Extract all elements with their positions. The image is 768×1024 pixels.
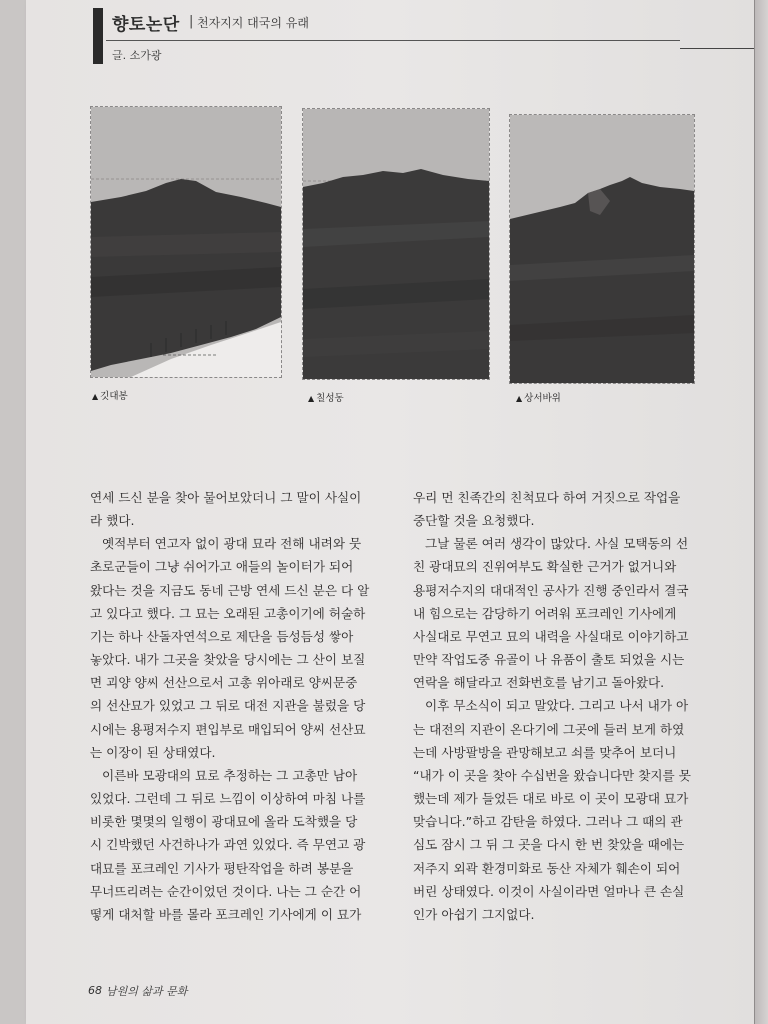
- right-text-column: [413, 486, 691, 926]
- photo-2: [302, 108, 490, 380]
- text-line: 고 있다고 했다. 그 묘는 오래된 고총이기에 허술하: [90, 605, 366, 621]
- text-line: 의 선산묘가 있었고 그 뒤로 대전 지관을 불렀을 당: [90, 698, 366, 714]
- text-line: 옛적부터 연고자 없이 광대 묘라 전해 내려와 뭇: [102, 536, 362, 552]
- triangle-marker-icon: ▲: [308, 394, 315, 403]
- header-separator: |: [189, 14, 194, 29]
- text-line: 이른바 모광대의 묘로 추정하는 그 고총만 남아: [102, 767, 358, 783]
- photo-3-caption-text: 상서바위: [524, 393, 561, 404]
- text-line: 사실대로 무연고 묘의 내력을 사실대로 이야기하고: [413, 628, 689, 644]
- page-number: 68: [88, 984, 102, 997]
- text-line: 시 긴박했던 사건하나가 과연 있었다. 즉 무연고 광: [90, 837, 366, 853]
- text-line: 내 힘으로는 감당하기 어려워 포크레인 기사에게: [413, 605, 677, 621]
- text-line: 연락을 해달라고 전화번호를 남기고 돌아왔다.: [413, 675, 665, 691]
- text-line: 맞습니다.”하고 감탄을 하였다. 그러나 그 때의 관: [413, 814, 683, 830]
- photo-3: [509, 114, 695, 384]
- left-text-column: [90, 486, 369, 926]
- text-line: 버린 상태였다. 이것이 사실이라면 얼마나 큰 손실: [413, 883, 685, 899]
- text-line: 는 대전의 지관이 온다기에 그곳에 들러 보게 하였: [413, 721, 685, 737]
- header-accent-bar: [93, 8, 103, 64]
- header-rule: [106, 40, 680, 41]
- text-line: “내가 이 곳을 찾아 수십번을 왔습니다만 찾지를 못: [413, 767, 691, 783]
- text-line: 있었다. 그런데 그 뒤로 느낌이 이상하여 마침 나를: [90, 791, 366, 807]
- section-title: 향토논단: [112, 15, 180, 35]
- text-line: 했는데 제가 들었든 대로 바로 이 곳이 모광대 묘가: [413, 791, 689, 807]
- text-line: 왔다는 것을 지금도 동네 근방 연세 드신 분은 다 알: [90, 582, 370, 598]
- text-line: 비롯한 몇몇의 일행이 광대묘에 올라 도착했을 당: [90, 814, 358, 830]
- text-line: 는 이장이 된 상태였다.: [90, 744, 216, 760]
- text-line: 그날 물론 여러 생각이 많았다. 사실 모택동의 선: [425, 536, 689, 552]
- text-line: 저주지 외곽 환경미화로 동산 자체가 훼손이 되어: [413, 860, 681, 876]
- text-line: 우리 먼 친족간의 친척묘다 하여 거짓으로 작업을: [413, 490, 681, 505]
- text-line: 떻게 대처할 바를 몰라 포크레인 기사에게 이 묘가: [90, 906, 362, 922]
- text-line: 놓았다. 내가 그곳을 찾았을 당시에는 그 산이 보질: [90, 652, 366, 668]
- photo-2-caption-text: 칠성동: [316, 393, 344, 404]
- edge-rule: [680, 48, 754, 49]
- photo-1-caption: [92, 388, 128, 402]
- triangle-marker-icon: ▲: [516, 394, 523, 403]
- article-subtitle: 천자지지 대국의 유래: [197, 16, 309, 30]
- magazine-name: 남원의 삶과 문화: [106, 985, 188, 998]
- article-author: 글. 소가광: [112, 49, 162, 62]
- facing-page-edge: [754, 0, 768, 1024]
- text-line: 기는 하나 산돌자연석으로 제단을 듬성듬성 쌓아: [90, 628, 354, 644]
- text-line: 대묘를 포크레인 기사가 평탄작업을 하려 봉분을: [90, 860, 354, 876]
- text-line: 이후 무소식이 되고 말았다. 그리고 나서 내가 아: [425, 698, 689, 714]
- text-line: 친 광대묘의 진위여부도 확실한 근거가 없거니와: [413, 559, 677, 575]
- text-line: 연세 드신 분을 찾아 물어보았더니 그 말이 사실이: [90, 490, 362, 505]
- photo-2-caption: [308, 390, 344, 404]
- triangle-marker-icon: ▲: [92, 392, 99, 401]
- text-line: 만약 작업도중 유골이 나 유품이 출토 되었을 시는: [413, 652, 685, 668]
- text-line: 초로군들이 그냥 쉬어가고 애들의 놀이터가 되어: [90, 559, 354, 575]
- text-line: 시에는 용평저수지 편입부로 매입되어 양씨 선산묘: [90, 721, 366, 737]
- text-line: 무너뜨리려는 순간이었던 것이다. 나는 그 순간 어: [90, 883, 362, 899]
- photo-1: [90, 106, 282, 378]
- text-line: 심도 잠시 그 뒤 그 곳을 다시 한 번 찾았을 때에는: [413, 837, 685, 853]
- photo-1-caption-text: 깃대봉: [100, 391, 128, 402]
- text-line: 용평저수지의 대대적인 공사가 진행 중인라서 결국: [413, 582, 689, 598]
- text-line: 면 괴양 양씨 선산으로서 고총 위아래로 양씨문중: [90, 675, 358, 691]
- photo-3-caption: [516, 390, 561, 404]
- text-line: 중단할 것을 요청했다.: [413, 513, 535, 529]
- text-line: 인가 아쉽기 그지없다.: [413, 906, 535, 922]
- text-line: 는데 사방팔방을 관망해보고 쇠를 맞추어 보더니: [413, 744, 677, 760]
- text-line: 라 했다.: [90, 513, 135, 529]
